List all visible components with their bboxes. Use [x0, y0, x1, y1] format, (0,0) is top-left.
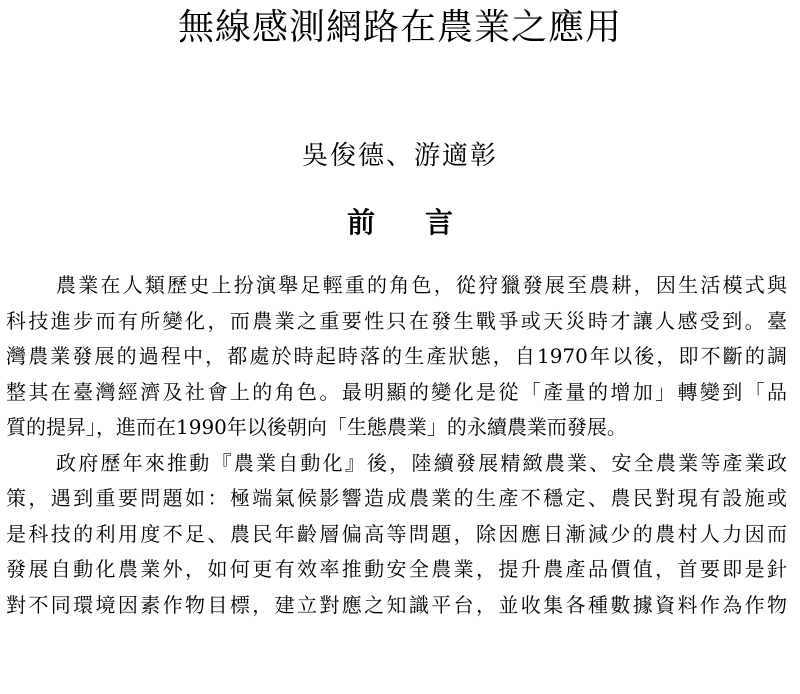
paragraph-line: 整其在臺灣經濟及社會上的角色。最明顯的變化是從「產量的增加」轉變到「品	[6, 379, 787, 404]
paragraph-line: 是科技的利用度不足、農民年齡層偏高等問題，除因應日漸減少的農村人力因而	[6, 521, 787, 546]
paragraph-line: 質的提昇」，進而在1990年以後朝向「生態農業」的永續農業而發展。	[6, 415, 627, 439]
paragraph-line: 農業在人類歷史上扮演舉足輕重的角色，從狩獵發展至農耕，因生活模式與	[56, 273, 787, 297]
paragraph-1	[6, 268, 787, 446]
paragraph-2	[6, 446, 787, 624]
section-heading: 前言	[346, 206, 503, 239]
document-title: 無線感測網路在農業之應用	[177, 7, 622, 48]
paragraph-line: 科技進步而有所變化，而農業之重要性只在發生戰爭或天災時才讓人感受到。臺	[6, 308, 787, 333]
document-authors: 吳俊德、游適彰	[301, 141, 498, 171]
body-text	[6, 268, 787, 623]
paragraph-line: 政府歷年來推動『農業自動化』後，陸續發展精緻農業、安全農業等產業政	[56, 450, 787, 475]
paragraph-line: 發展自動化農業外，如何更有效率推動安全農業，提升農產品價值，首要即是針	[6, 557, 787, 581]
paragraph-line: 對不同環境因素作物目標，建立對應之知識平台，並收集各種數據資料作為作物	[6, 592, 787, 617]
paragraph-line: 灣農業發展的過程中，都處於時起時落的生產狀態，自1970年以後，即不斷的調	[6, 344, 787, 368]
paragraph-line: 策，遇到重要問題如：極端氣候影響造成農業的生產不穩定、農民對現有設施或	[6, 486, 787, 510]
